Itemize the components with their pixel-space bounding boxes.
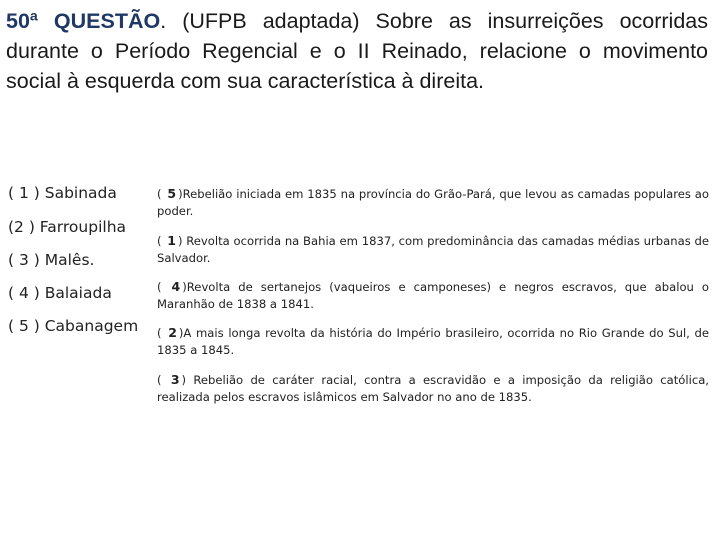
answer-number: 4 [171,279,181,294]
movement-item-cabanagem: ( 5 ) Cabanagem [8,317,139,335]
characteristic-text: ) Rebelião de caráter racial, contra a escravidão e a imposição da religião católica, realizada pelos escravos islâmicos em Salvador no ano de 1835. [157,373,709,404]
movement-item-males: ( 3 ) Malês. [8,251,95,269]
characteristic-text: )Rebelião iniciada em 1835 na província do Grão-Pará, que levou as camadas populares ao poder. [157,187,709,218]
question-number: 50ª QUESTÃO [6,9,161,33]
open-paren: ( [157,373,169,387]
open-paren: ( [157,234,166,248]
answer-number: 5 [167,186,177,201]
movement-item-balaiada: ( 4 ) Balaiada [8,284,112,302]
answer-number: 3 [170,372,180,387]
question-statement [6,6,708,96]
answer-number: 2 [168,325,177,340]
characteristic-text: )A mais longa revolta da história do Império brasileiro, ocorrida no Rio Grande do Sul, de 1835 a 1845. [157,326,709,357]
characteristic-item [157,185,709,220]
question-text: . (UFPB adaptada) Sobre as insurreições ocorridas durante o Período Regencial e o II Reinado, relacione o movimento social à esquerda com sua característica à direita. [6,9,708,93]
answer-number: 1 [167,233,176,248]
characteristic-item [157,232,709,267]
movement-item-farroupilha: (2 ) Farroupilha [8,218,127,236]
open-paren: ( [157,280,170,294]
characteristic-text: ) Revolta ocorrida na Bahia em 1837, com predominância das camadas médias urbanas de Salvador. [157,234,709,265]
characteristic-item [157,324,709,359]
characteristic-text: )Revolta de sertanejos (vaqueiros e camponeses) e negros escravos, que abalou o Maranhão de 1838 a 1841. [157,280,709,311]
movement-item-sabinada: ( 1 ) Sabinada [8,184,117,202]
characteristic-item [157,371,709,406]
characteristic-item [157,278,709,313]
open-paren: ( [157,187,166,201]
open-paren: ( [157,326,167,340]
